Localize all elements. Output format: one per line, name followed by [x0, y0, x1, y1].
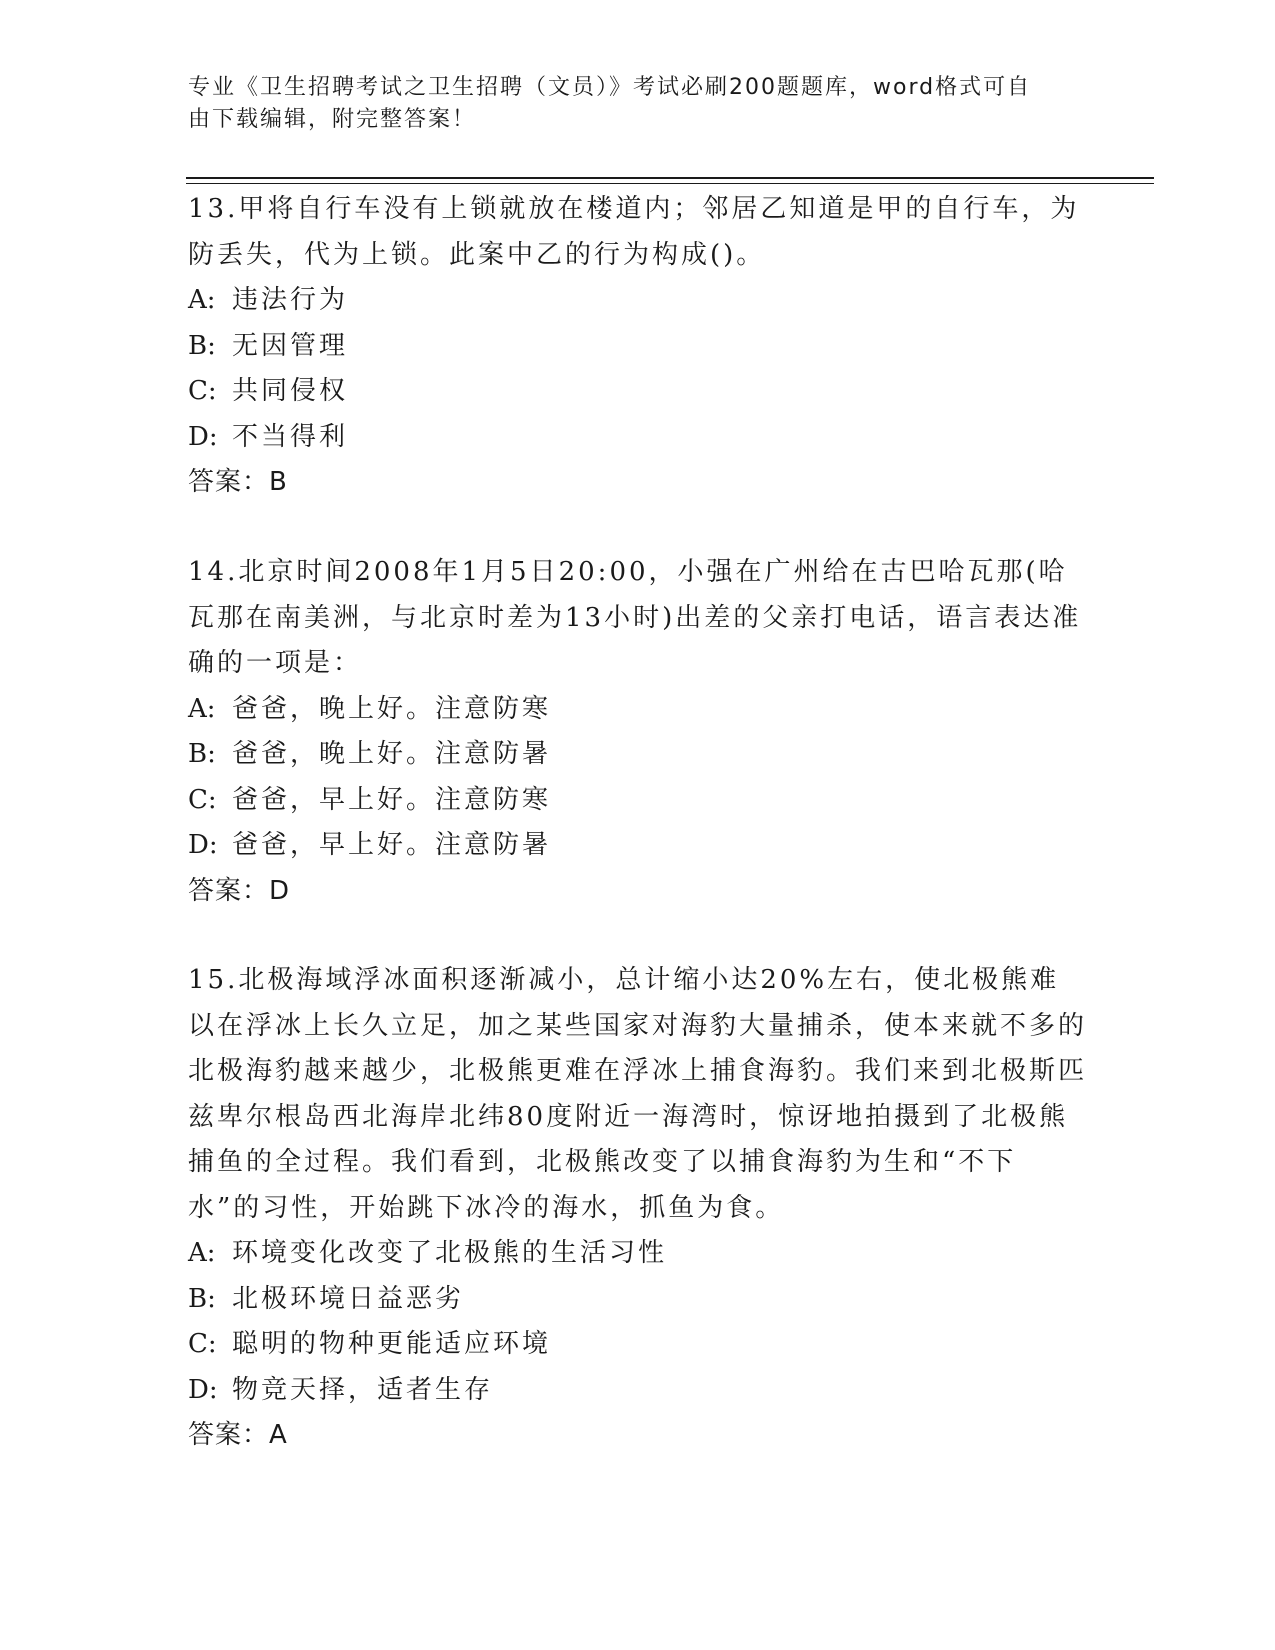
- option-letter: D:: [188, 421, 218, 452]
- option-text: 爸爸，早上好。注意防寒: [232, 784, 552, 815]
- option-text: 共同侵权: [232, 376, 349, 406]
- option-b: [188, 1277, 1088, 1323]
- question-stem: 15.北极海域浮冰面积逐渐减小，总计缩小达20%左右，使北极熊难以在浮冰上长久立足，加之某些国家对海豹大量捕杀，使本来就不多的北极海豹越来越少，北极熊更难在浮冰上捕食海豹。我们来到北极斯匹兹卑尔根岛西北海岸北纬80度附近一海湾时，惊讶地拍摄到了北极熊捕鱼的全过程。我们看到，北极熊改变了以捕食海豹为生和“不下水”的习性，开始跳下冰冷的海水，抓鱼为食。: [188, 965, 1088, 1223]
- document-header: [188, 72, 1068, 136]
- option-b: [188, 324, 1088, 370]
- question-13: [188, 187, 1088, 506]
- option-letter: C:: [188, 376, 217, 406]
- option-d: [188, 415, 1088, 461]
- option-a: [188, 1231, 1088, 1277]
- question-stem: 14.北京时间2008年1月5日20:00，小强在广州给在古巴哈瓦那(哈瓦那在南美洲，与北京时差为13小时)出差的父亲打电话，语言表达准确的一项是：: [188, 557, 1082, 678]
- option-text: 北极环境日益恶劣: [232, 1283, 465, 1314]
- answer-line: 答案：B: [188, 467, 288, 497]
- option-text: 爸爸，晚上好。注意防寒: [232, 693, 552, 724]
- option-text: 物竞天择，适者生存: [232, 1374, 494, 1405]
- option-a: [188, 687, 1088, 733]
- option-text: 聪明的物种更能适应环境: [232, 1329, 552, 1359]
- option-letter: C:: [188, 784, 217, 815]
- option-letter: A:: [188, 285, 216, 315]
- option-letter: D:: [188, 1374, 218, 1405]
- question-stem: 13.甲将自行车没有上锁就放在楼道内；邻居乙知道是甲的自行车，为防丢失，代为上锁。此案中乙的行为构成()。: [188, 194, 1080, 270]
- option-c: [188, 778, 1088, 824]
- option-letter: A:: [188, 1238, 216, 1268]
- option-c: [188, 369, 1088, 415]
- option-b: [188, 732, 1088, 778]
- header-divider-thin: [186, 183, 1154, 184]
- option-letter: B:: [188, 1283, 216, 1314]
- header-line-2: 由下载编辑，附完整答案！: [188, 107, 477, 132]
- option-letter: B:: [188, 739, 216, 769]
- option-text: 违法行为: [232, 285, 349, 315]
- question-14: [188, 550, 1088, 914]
- option-letter: C:: [188, 1329, 217, 1359]
- answer-line: 答案：A: [188, 1420, 288, 1450]
- option-text: 环境变化改变了北极熊的生活习性: [232, 1238, 668, 1268]
- option-text: 不当得利: [232, 421, 349, 452]
- option-a: [188, 278, 1088, 324]
- header-divider-thick: [186, 177, 1154, 179]
- option-letter: B:: [188, 330, 216, 361]
- option-text: 无因管理: [232, 330, 349, 361]
- option-d: [188, 823, 1088, 869]
- answer-line: 答案：D: [188, 875, 291, 906]
- option-c: [188, 1322, 1088, 1368]
- question-15: [188, 958, 1088, 1459]
- header-line-1: 专业《卫生招聘考试之卫生招聘（文员）》考试必刷200题题库，word格式可自: [188, 75, 1032, 100]
- option-text: 爸爸，早上好。注意防暑: [232, 830, 552, 860]
- option-letter: A:: [188, 693, 216, 724]
- option-text: 爸爸，晚上好。注意防暑: [232, 739, 552, 769]
- option-letter: D:: [188, 830, 218, 860]
- option-d: [188, 1368, 1088, 1414]
